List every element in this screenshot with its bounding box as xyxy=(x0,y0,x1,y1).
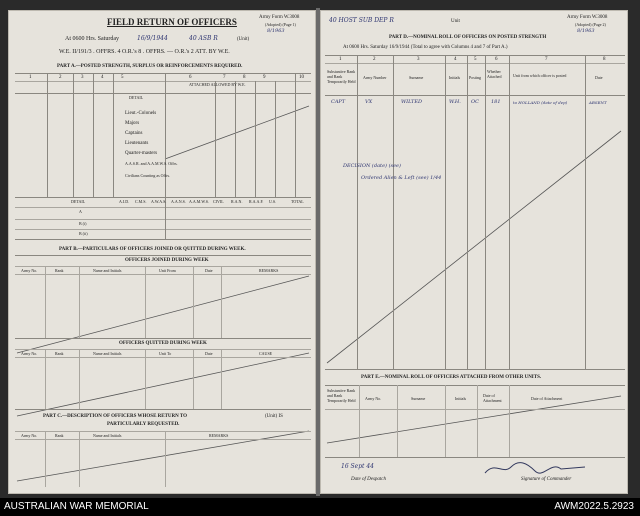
row-date: ABSENT xyxy=(589,100,607,105)
note-line-1: DECISION (date) (see) xyxy=(343,163,401,169)
detail-col-total: TOTAL xyxy=(291,199,304,204)
d-col-num-7: 7 xyxy=(545,57,548,62)
left-page xyxy=(8,10,316,494)
detail-col-awas: A.W.A.S. xyxy=(151,199,167,204)
col-num-6: 6 xyxy=(189,75,192,80)
part-a-title: PART A.—POSTED STRENGTH, SURPLUS OR REINFORCEMENTS REQUIRED. xyxy=(57,64,243,69)
d-col-num-6: 6 xyxy=(495,57,498,62)
d-col-num-4: 4 xyxy=(454,57,457,62)
part-c-col-army-no: Army No. xyxy=(21,433,38,438)
detail-header: DETAIL xyxy=(129,95,144,100)
d-col-num-2: 2 xyxy=(373,57,376,62)
date-line-prefix: At 0600 Hrs. Saturday xyxy=(65,36,119,42)
quit-col-unit: Unit To xyxy=(159,351,172,356)
d-col-hdr-date: Date xyxy=(595,75,603,80)
detail-row-a: A xyxy=(79,209,82,214)
right-strike-lines xyxy=(321,11,628,494)
dispatch-label: Date of Despatch xyxy=(351,477,386,482)
row-surname: WILTED xyxy=(401,99,423,105)
attached-header: ATTACHED ALLOWED BY W.E. xyxy=(189,82,246,87)
col-num-10: 10 xyxy=(299,75,304,80)
joined-col-remarks: REMARKS xyxy=(259,268,279,273)
d-col-num-5: 5 xyxy=(474,57,477,62)
row-army-no: VX xyxy=(365,99,373,105)
army-form-label-right: Army Form W.3008 xyxy=(567,15,608,20)
row-unit-from: to HOLLAND (date of dep) xyxy=(513,100,568,105)
detail-col-civil: CIVIL xyxy=(213,199,224,204)
e-col-hdr-surname: Surname xyxy=(411,396,426,401)
quit-col-name: Name and Initials xyxy=(93,351,122,356)
detail-col-aans: A.A.N.S. xyxy=(171,199,186,204)
note-line-2: Ordered Alien & Left (see) 1/44 xyxy=(361,175,442,181)
rank-civilians: Civilians Counting as Offrs. xyxy=(125,173,171,178)
joined-col-name: Name and Initials xyxy=(93,268,122,273)
serial-number: 8/1963 xyxy=(267,28,285,34)
col-num-1: 1 xyxy=(29,75,32,80)
e-col-hdr-initials: Initials xyxy=(455,396,467,401)
serial-number-right: 8/1963 xyxy=(577,28,595,34)
row-attached: 181 xyxy=(491,99,501,105)
d-col-hdr-initials: Initials xyxy=(449,75,461,80)
part-c-title2: PARTICULARLY REQUESTED. xyxy=(107,422,180,427)
row-rank: CAPT xyxy=(331,99,346,105)
e-col-hdr-attachment: Date of Attachment xyxy=(531,396,563,401)
col-num-2: 2 xyxy=(59,75,62,80)
unit-label: (Unit) xyxy=(237,37,250,42)
part-d-title: PART D.—NOMINAL ROLL OF OFFICERS ON POSTED STRENGTH xyxy=(389,35,547,40)
commander-signature xyxy=(481,457,591,479)
d-col-num-8: 8 xyxy=(603,57,606,62)
col-num-8: 8 xyxy=(243,75,246,80)
joined-title: OFFICERS JOINED DURING WEEK xyxy=(125,258,209,263)
e-col-hdr-rank: Substantive Rank and Rank Temporarily Held xyxy=(327,388,356,403)
col-num-5: 5 xyxy=(121,75,124,80)
part-c-col-rank: Rank xyxy=(55,433,64,438)
d-col-hdr-surname: Surname xyxy=(409,75,424,80)
right-page xyxy=(320,10,628,494)
unit-name-right: 40 HOST SUB DEP R xyxy=(329,17,394,24)
d-col-hdr-rank: Substantive Rank and Rank Temporarily Held xyxy=(327,69,356,84)
joined-col-date: Date xyxy=(205,268,213,273)
archive-reference: AWM2022.5.2923 xyxy=(554,501,634,512)
e-col-hdr-date: Date of Attachment xyxy=(483,393,502,403)
we-line: W.E. II/191/3 . OFFRS. 4 O.R.'s 8 . OFFRS. — O.R.'s 2 ATT. BY W.E. xyxy=(59,49,230,55)
row-initials: W.H. xyxy=(449,99,461,105)
part-b-title: PART B.—PARTICULARS OF OFFICERS JOINED OR QUITTED DURING WEEK. xyxy=(59,247,246,252)
quitted-title: OFFICERS QUITTED DURING WEEK xyxy=(119,341,207,346)
detail-col-raaf: R.A.A.F. xyxy=(249,199,264,204)
part-c-unit: (Unit) IS xyxy=(265,414,283,419)
archive-footer xyxy=(0,498,640,516)
d-col-hdr-unit-from: Unit from which officer is posted xyxy=(513,73,567,78)
adopted-label: (Adopted) (Page 1) xyxy=(265,22,296,27)
detail-col-ran: R.A.N. xyxy=(231,199,243,204)
dispatch-date: 16 Sept 44 xyxy=(341,463,374,470)
col-num-7: 7 xyxy=(223,75,226,80)
detail-col-cms: C.M.S. xyxy=(135,199,147,204)
part-d-date-line: At 0600 Hrs. Saturday 16/9/1944 (Total to agree with Columns 4 and 7 of Part A.) xyxy=(343,45,508,50)
joined-col-unit: Unit From xyxy=(159,268,176,273)
detail-col-detail: DETAIL xyxy=(71,199,86,204)
page-title: FIELD RETURN OF OFFICERS xyxy=(107,17,237,27)
rank-lieutenants: Lieutenants xyxy=(125,141,149,146)
rank-majors: Majors xyxy=(125,121,140,126)
d-col-num-3: 3 xyxy=(417,57,420,62)
part-c-col-name: Name and Initials xyxy=(93,433,122,438)
detail-col-aid: A.I.D. xyxy=(119,199,130,204)
adopted-label-right: (Adopted) (Page 2) xyxy=(575,22,606,27)
joined-col-army-no: Army No. xyxy=(21,268,38,273)
row-posting: OC xyxy=(471,99,479,105)
unit-name: 40 ASB R xyxy=(189,35,218,42)
quit-col-date: Date xyxy=(205,351,213,356)
signature-label: Signature of Commander xyxy=(521,477,572,482)
e-col-hdr-army-no: Army No. xyxy=(365,396,382,401)
d-col-hdr-posting: Posting xyxy=(469,75,482,80)
archive-name: AUSTRALIAN WAR MEMORIAL xyxy=(4,501,149,512)
unit-label-right: Unit xyxy=(451,19,460,24)
d-col-hdr-army-no: Army Number xyxy=(363,75,387,80)
part-e-title: PART E.—NOMINAL ROLL OF OFFICERS ATTACHED FROM OTHER UNITS. xyxy=(361,375,542,380)
quit-col-army-no: Army No. xyxy=(21,351,38,356)
rank-quarter-masters: Quarter-masters xyxy=(125,151,158,156)
return-date: 16/9/1944 xyxy=(137,35,168,42)
col-num-9: 9 xyxy=(263,75,266,80)
col-num-3: 3 xyxy=(81,75,84,80)
rank-captains: Captains xyxy=(125,131,143,136)
quit-col-rank: Rank xyxy=(55,351,64,356)
rank-aasr: A.A.S.R. and A.A.M.W.S. Offrs. xyxy=(125,161,178,166)
d-col-hdr-attached: Whether Attached xyxy=(487,69,502,79)
col-num-4: 4 xyxy=(101,75,104,80)
detail-col-aamws: A.A.M.W.S. xyxy=(189,199,209,204)
joined-col-rank: Rank xyxy=(55,268,64,273)
detail-row-bi: B (i) xyxy=(79,221,87,226)
part-c-col-remarks: REMARKS xyxy=(209,433,229,438)
quit-col-cause: CAUSE xyxy=(259,351,273,356)
army-form-label: Army Form W.3008 xyxy=(259,15,300,20)
d-col-num-1: 1 xyxy=(339,57,342,62)
detail-col-us: U.S. xyxy=(269,199,277,204)
detail-row-bii: B (ii) xyxy=(79,231,88,236)
rank-lieut-colonels: Lieut.-Colonels xyxy=(125,111,157,116)
part-c-title: PART C.—DESCRIPTION OF OFFICERS WHOSE RETURN TO xyxy=(43,414,188,419)
